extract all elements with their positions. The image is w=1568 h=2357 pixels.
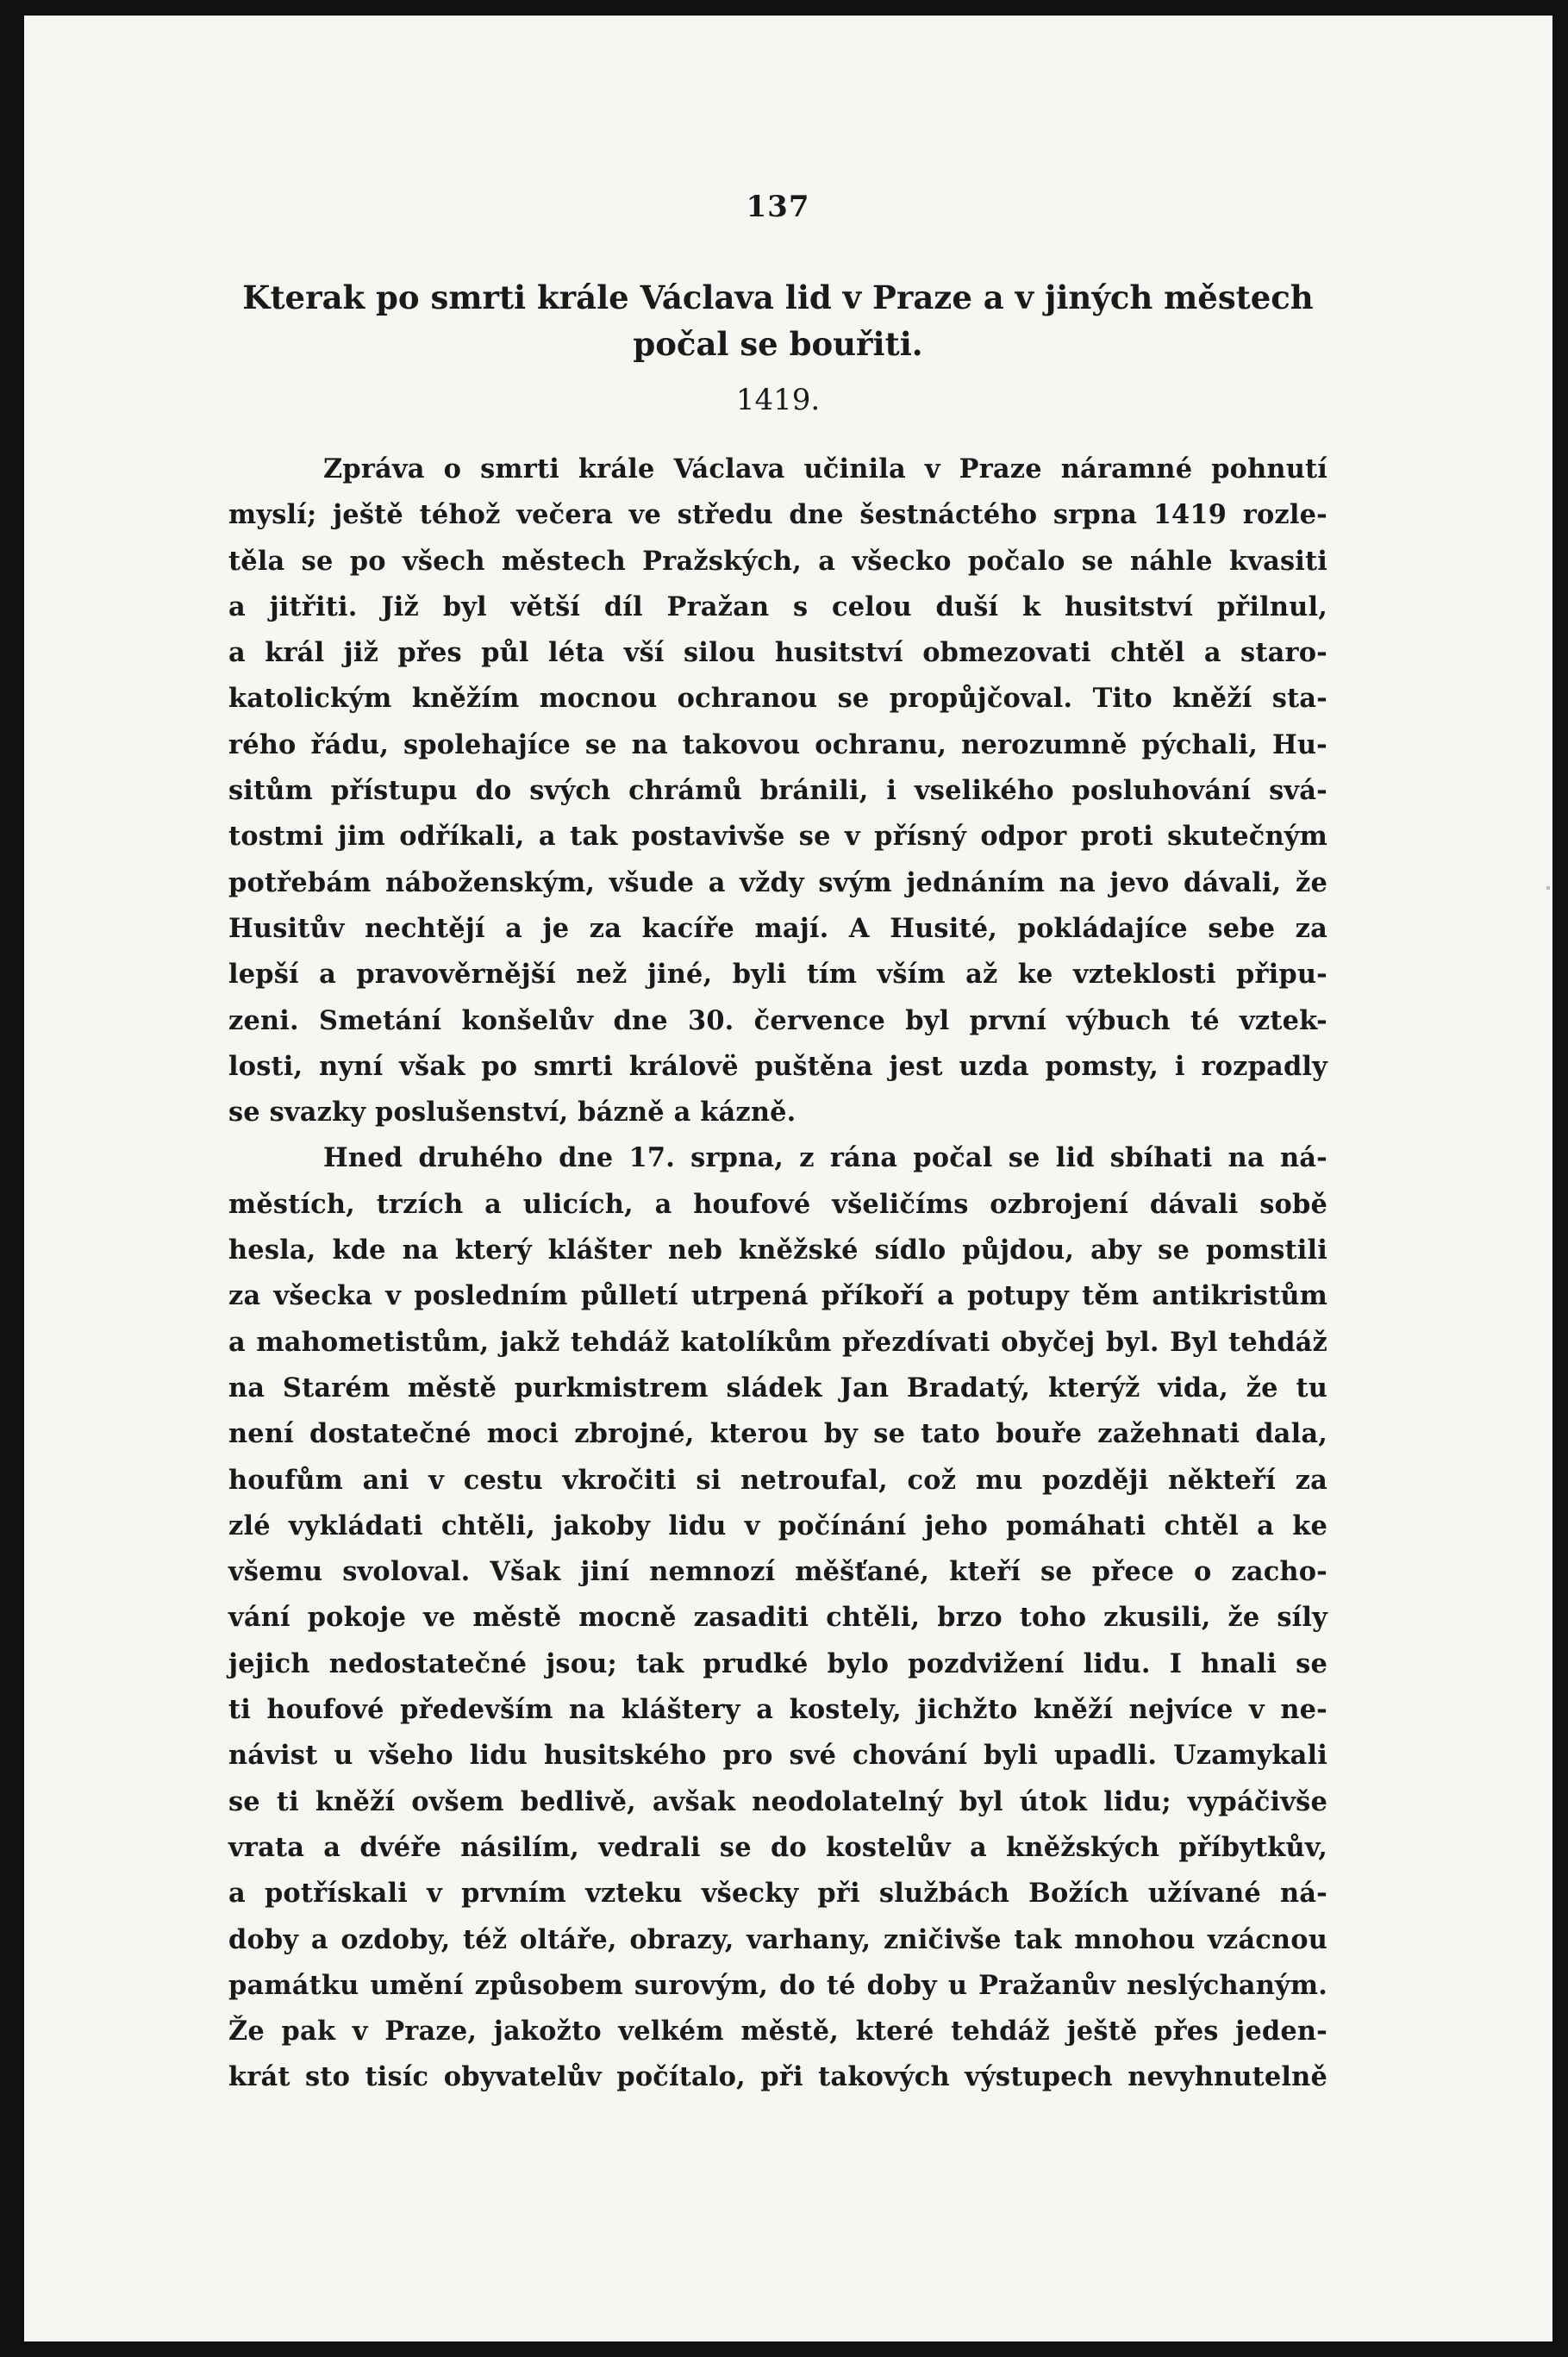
text-line: Zpráva o smrti krále Václava učinila v Praze náramné pohnutí <box>323 453 1327 485</box>
text-line: vrata a dvéře násilím, vedrali se do kostelův a kněžských příbytkův, <box>228 1831 1327 1863</box>
text-line: doby a ozdoby, též oltáře, obrazy, varhany, zničivše tak mnohou vzácnou <box>228 1923 1327 1955</box>
text-line: potřebám náboženským, všude a vždy svým jednáním na jevo dávali, že <box>228 866 1327 898</box>
text-line: ti houfové především na kláštery a kostely, jichžto kněží nejvíce v ne- <box>228 1694 1327 1726</box>
text-line: za všecka v posledním půlletí utrpená příkoří a potupy těm antikristům <box>228 1280 1327 1312</box>
text-line: na Starém městě purkmistrem sládek Jan Bradatý, kterýž vida, že tu <box>228 1372 1327 1404</box>
text-line: těla se po všech městech Pražských, a všecko počalo se náhle kvasiti <box>228 545 1327 577</box>
text-line: a král již přes půl léta vší silou husitství obmezovati chtěl a staro- <box>228 637 1327 669</box>
text-line: se ti kněží ovšem bedlivě, avšak neodolatelný byl útok lidu; vypáčivše <box>228 1785 1327 1817</box>
text-line: losti, nyní však po smrti královë puštěna jest uzda pomsty, i rozpadly <box>228 1050 1327 1082</box>
paragraph-2 <box>228 1135 1327 2100</box>
text-line: lepší a pravověrnější než jiné, byli tím vším až ke vzteklosti připu- <box>228 959 1327 991</box>
text-line: sitům přístupu do svých chrámů bránili, i vselikého posluhování svá- <box>228 775 1327 807</box>
text-line: jejich nedostatečné jsou; tak prudké bylo pozdvižení lidu. I hnali se <box>228 1647 1327 1679</box>
text-line: návist u všeho lidu husitského pro své chování byli upadli. Uzamykali <box>228 1740 1327 1772</box>
chapter-title <box>228 274 1327 367</box>
text-line: zlé vykládati chtěli, jakoby lidu v počínání jeho pomáhati chtěl a ke <box>228 1510 1327 1541</box>
text-line: všemu svoloval. Však jiní nemnozí měšťané, kteří se přece o zacho- <box>228 1556 1327 1588</box>
text-line: myslí; ještě téhož večera ve středu dne šestnáctého srpna 1419 rozle- <box>228 499 1327 531</box>
chapter-year: 1419. <box>735 383 821 417</box>
document-body <box>228 190 1327 2101</box>
text-line: katolickým kněžím mocnou ochranou se propůjčoval. Tito kněží sta- <box>228 683 1327 715</box>
text-line: Hned druhého dne 17. srpna, z rána počal se lid sbíhati na ná- <box>323 1142 1327 1174</box>
text-line: a potřískali v prvním vzteku všecky při službách Božích užívané ná- <box>228 1878 1327 1910</box>
text-line: houfům ani v cestu vkročiti si netroufal, což mu později někteří za <box>228 1464 1327 1496</box>
page-number: 137 <box>746 190 810 224</box>
text-line: a jitřiti. Již byl větší díl Pražan s celou duší k husitství přilnul, <box>228 591 1327 622</box>
text-line: Že pak v Praze, jakožto velkém městě, které tehdáž ještě přes jeden- <box>228 2016 1327 2048</box>
chapter-title-line: Kterak po smrti krále Václava lid v Praze a v jiných městech <box>242 278 1314 316</box>
text-line: a mahometistům, jakž tehdáž katolíkům přezdívati obyčej byl. Byl tehdáž <box>228 1326 1327 1358</box>
text-line: městích, trzích a ulicích, a houfové všeličíms ozbrojení dávali sobě <box>228 1188 1327 1220</box>
text-line: Husitův nechtějí a je za kacíře mají. A Husité, pokládajíce sebe za <box>228 912 1327 944</box>
text-line: tostmi jim odříkali, a tak postavivše se v přísný odpor proti skutečným <box>228 821 1327 853</box>
edge-mark <box>1546 886 1550 890</box>
text-line: krát sto tisíc obyvatelův počítalo, při takových výstupech nevyhnutelně <box>228 2061 1327 2093</box>
text-line: hesla, kde na který klášter neb kněžské sídlo půjdou, aby se pomstili <box>228 1235 1327 1266</box>
chapter-title-line: počal se bouřiti. <box>633 325 923 363</box>
text-line: zeni. Smetání konšelův dne 30. července byl první výbuch té vztek- <box>228 1004 1327 1036</box>
text-line: se svazky poslušenství, bázně a kázně. <box>228 1097 796 1128</box>
text-line: není dostatečné moci zbrojné, kterou by se tato bouře zažehnati dala, <box>228 1418 1327 1450</box>
text-line: památku umění způsobem surovým, do té doby u Pražanův neslýchaným. <box>228 1969 1327 2001</box>
paragraph-1 <box>228 447 1327 1135</box>
text-line: rého řádu, spolehajíce se na takovou ochranu, nerozumně pýchali, Hu- <box>228 728 1327 760</box>
text-line: vání pokoje ve městě mocně zasaditi chtěli, brzo toho zkusili, že síly <box>228 1602 1327 1634</box>
